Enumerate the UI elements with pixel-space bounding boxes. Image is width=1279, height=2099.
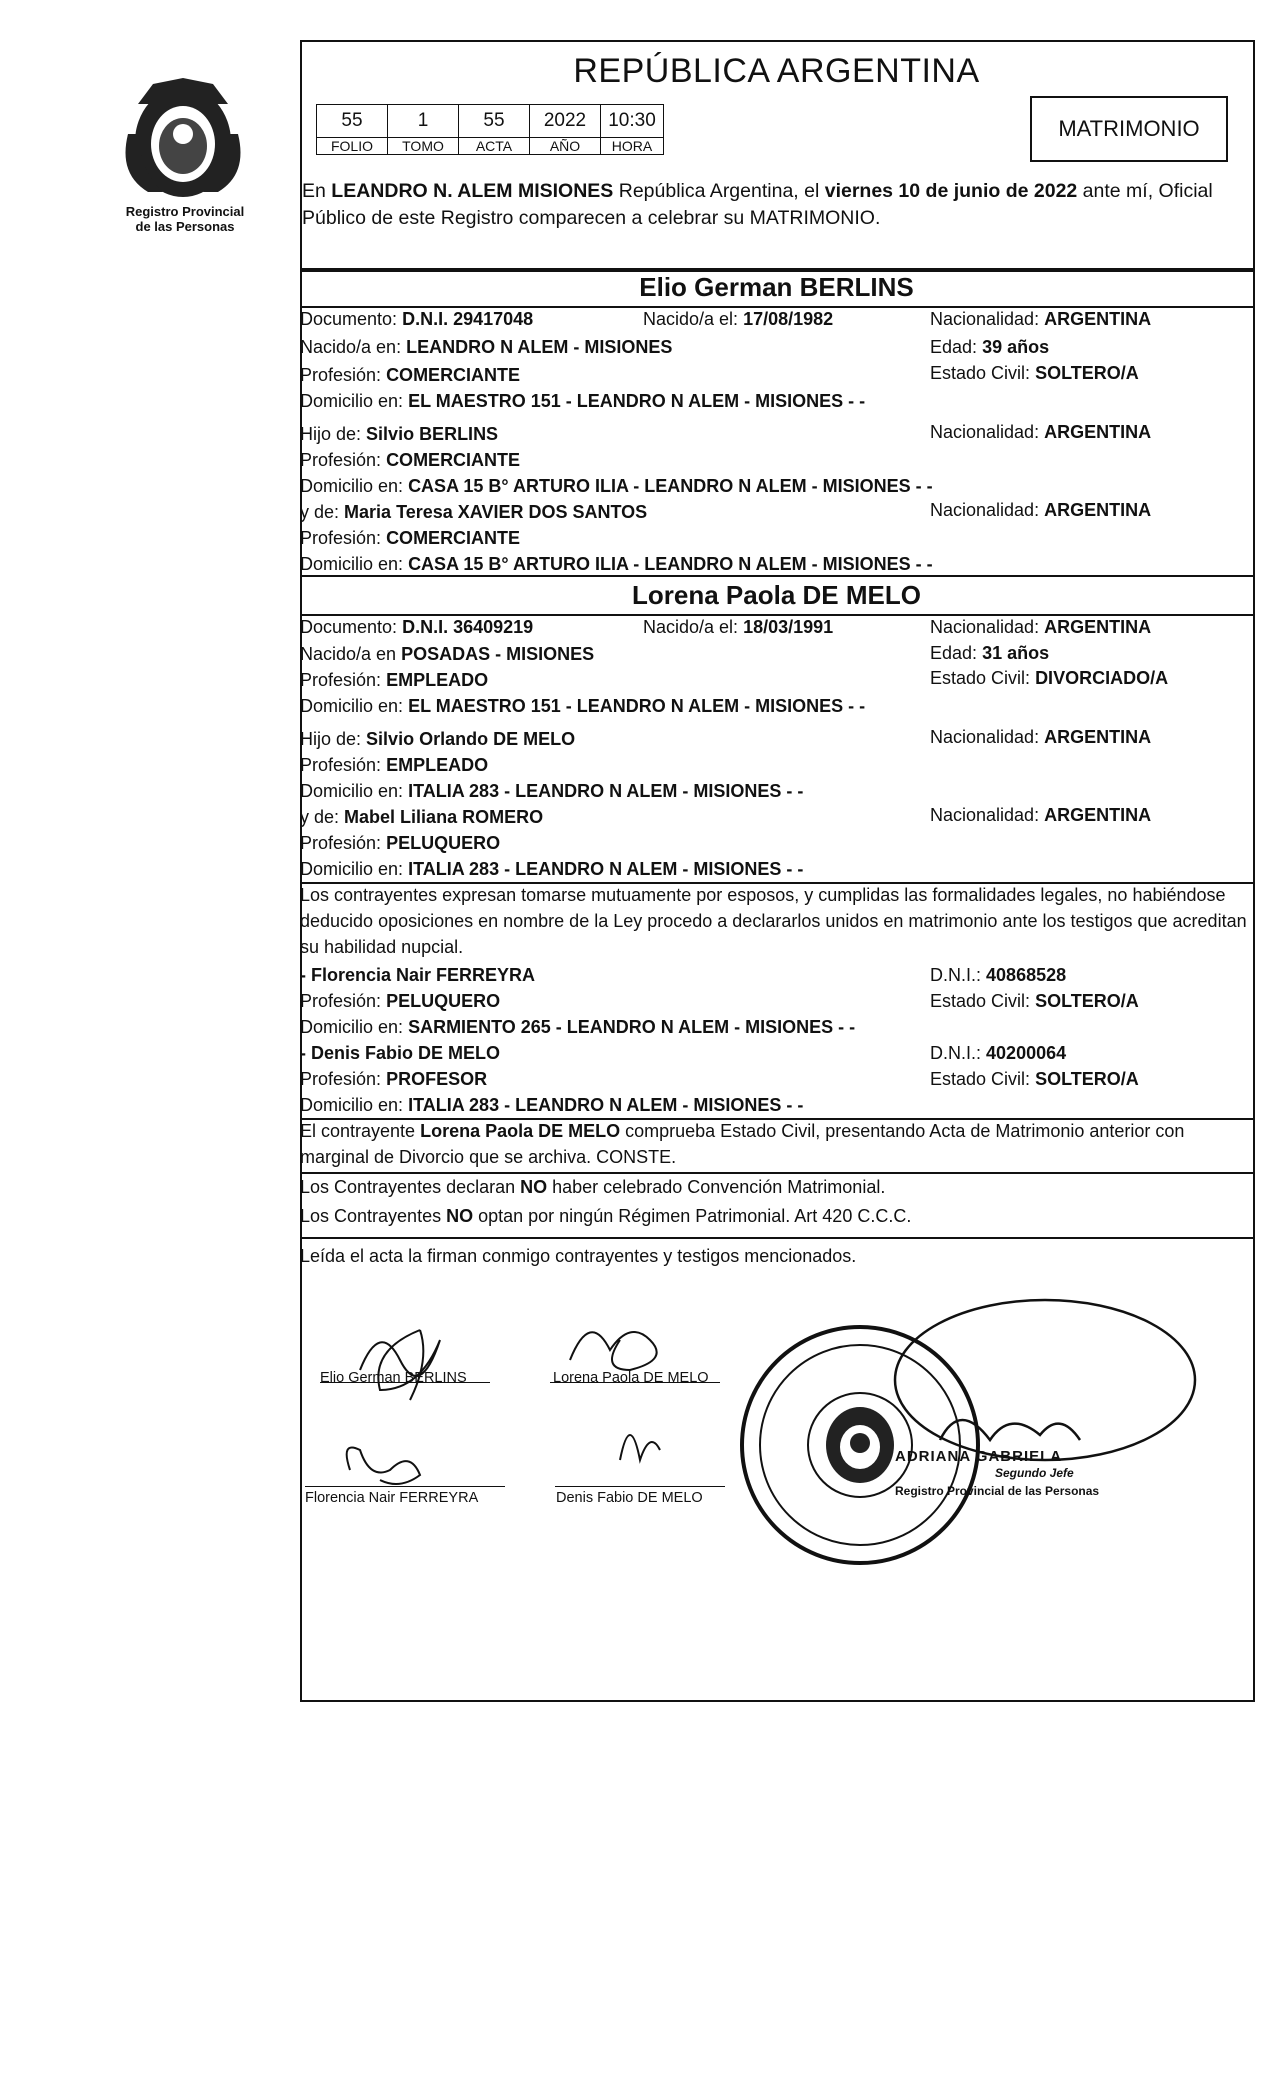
acta-value: 55 xyxy=(459,105,530,138)
party2-birth-place: Nacido/a en POSADAS - MISIONES xyxy=(300,644,595,664)
intro-place: LEANDRO N. ALEM MISIONES xyxy=(331,180,614,202)
party2-mother-profession: Profesión: PELUQUERO xyxy=(300,833,501,853)
party1-mother-nationality: Nacionalidad: ARGENTINA xyxy=(930,500,1152,520)
party1-mother-address: Domicilio en: CASA 15 B° ARTURO ILIA - LEANDRO N ALEM - MISIONES - - xyxy=(300,554,933,574)
country-title: REPÚBLICA ARGENTINA xyxy=(573,52,980,90)
patrimonial-regime-line: Los Contrayentes NO optan por ningún Régimen Patrimonial. Art 420 C.C.C. xyxy=(300,1206,912,1226)
divider xyxy=(300,575,1253,577)
witness1-address: Domicilio en: SARMIENTO 265 - LEANDRO N ALEM - MISIONES - - xyxy=(300,1017,856,1037)
party2-father: Hijo de: Silvio Orlando DE MELO xyxy=(300,729,576,749)
party2-profession: Profesión: EMPLEADO xyxy=(300,670,489,690)
party2-birth-date: Nacido/a el: 18/03/1991 xyxy=(643,617,834,637)
record-reference-table xyxy=(316,104,664,155)
tomo-value: 1 xyxy=(388,105,459,138)
party1-name: Elio German BERLINS xyxy=(639,272,914,302)
official-organization: Registro Provincial de las Personas xyxy=(895,1484,1100,1498)
registry-name: Registro Provincial de las Personas xyxy=(125,204,245,234)
declaration-paragraph: Los contrayentes expresan tomarse mutuamente por esposos, y cumplidas las formalidades legales, no habiéndose deducido oposiciones en nombre de la Ley procedo a declararlos unidos en matrimonio ante los testigos que acreditan su habilidad nupcial. xyxy=(300,885,1247,957)
party2-father-address: Domicilio en: ITALIA 283 - LEANDRO N ALEM - MISIONES - - xyxy=(300,781,804,801)
act-type-box: MATRIMONIO xyxy=(1030,96,1228,162)
party1-nationality: Nacionalidad: ARGENTINA xyxy=(930,309,1152,329)
party1-father-address: Domicilio en: CASA 15 B° ARTURO ILIA - LEANDRO N ALEM - MISIONES - - xyxy=(300,476,933,496)
ref-values-row xyxy=(317,105,664,138)
signature-label-groom: Elio German BERLINS xyxy=(320,1370,467,1386)
witness2-profession: Profesión: PROFESOR xyxy=(300,1069,488,1089)
party1-mother-profession: Profesión: COMERCIANTE xyxy=(300,528,521,548)
party1-profession: Profesión: COMERCIANTE xyxy=(300,365,521,385)
party1-birth-date: Nacido/a el: 17/08/1982 xyxy=(643,309,834,329)
hour-value: 10:30 xyxy=(601,105,664,138)
folio-value: 55 xyxy=(317,105,388,138)
signature-label-witness2: Denis Fabio DE MELO xyxy=(556,1490,703,1506)
folio-label: FOLIO xyxy=(317,138,388,155)
witness2-address: Domicilio en: ITALIA 283 - LEANDRO N ALEM - MISIONES - - xyxy=(300,1095,804,1115)
year-value: 2022 xyxy=(530,105,601,138)
party1-mother: y de: Maria Teresa XAVIER DOS SANTOS xyxy=(300,502,648,522)
signature-line xyxy=(555,1486,725,1487)
year-label: AÑO xyxy=(530,138,601,155)
party2-civil-status: Estado Civil: DIVORCIADO/A xyxy=(930,668,1169,688)
party1-age: Edad: 39 años xyxy=(930,337,1050,357)
hour-label: HORA xyxy=(601,138,664,155)
intro-date: viernes 10 de junio de 2022 xyxy=(824,180,1078,202)
party1-father-profession: Profesión: COMERCIANTE xyxy=(300,450,521,470)
witness1-name: - Florencia Nair FERREYRA xyxy=(300,965,536,985)
signature-label-witness1: Florencia Nair FERREYRA xyxy=(305,1490,479,1506)
civil-status-note: El contrayente Lorena Paola DE MELO comprueba Estado Civil, presentando Acta de Matrimonio anterior con marginal de Divorcio que se archiva. CONSTE. xyxy=(300,1121,1185,1167)
party2-age: Edad: 31 años xyxy=(930,643,1050,663)
party2-mother-nationality: Nacionalidad: ARGENTINA xyxy=(930,805,1152,825)
party1-birth-place: Nacido/a en: LEANDRO N ALEM - MISIONES xyxy=(300,337,673,357)
party1-father: Hijo de: Silvio BERLINS xyxy=(300,424,499,444)
party1-address: Domicilio en: EL MAESTRO 151 - LEANDRO N ALEM - MISIONES - - xyxy=(300,391,866,411)
party1-document: Documento: D.N.I. 29417048 xyxy=(300,309,534,329)
party2-mother: y de: Mabel Liliana ROMERO xyxy=(300,807,544,827)
closing-line: Leída el acta la firman conmigo contrayentes y testigos mencionados. xyxy=(300,1246,857,1266)
party1-father-nationality: Nacionalidad: ARGENTINA xyxy=(930,422,1152,442)
divider xyxy=(300,1237,1253,1239)
provincial-coat-of-arms-logo xyxy=(108,74,258,204)
party2-nationality: Nacionalidad: ARGENTINA xyxy=(930,617,1152,637)
party2-document: Documento: D.N.I. 36409219 xyxy=(300,617,534,637)
witness2-dni: D.N.I.: 40200064 xyxy=(930,1043,1067,1063)
official-role: Segundo Jefe xyxy=(995,1466,1074,1480)
party2-address: Domicilio en: EL MAESTRO 151 - LEANDRO N ALEM - MISIONES - - xyxy=(300,696,866,716)
party1-civil-status: Estado Civil: SOLTERO/A xyxy=(930,363,1139,383)
intro-paragraph: En LEANDRO N. ALEM MISIONES República Argentina, el viernes 10 de junio de 2022 ante mí, Oficial Público de este Registro comparecen a celebrar su MATRIMONIO. xyxy=(302,180,1213,229)
acta-label: ACTA xyxy=(459,138,530,155)
witness1-profession: Profesión: PELUQUERO xyxy=(300,991,501,1011)
witness1-dni: D.N.I.: 40868528 xyxy=(930,965,1067,985)
party2-mother-address: Domicilio en: ITALIA 283 - LEANDRO N ALEM - MISIONES - - xyxy=(300,859,804,879)
witness1-civil-status: Estado Civil: SOLTERO/A xyxy=(930,991,1139,1011)
party2-father-profession: Profesión: EMPLEADO xyxy=(300,755,489,775)
ref-labels-row xyxy=(317,138,664,155)
convention-line: Los Contrayentes declaran NO haber celebrado Convención Matrimonial. xyxy=(300,1177,886,1197)
tomo-label: TOMO xyxy=(388,138,459,155)
signature-label-bride: Lorena Paola DE MELO xyxy=(553,1370,709,1386)
party2-name: Lorena Paola DE MELO xyxy=(632,580,921,610)
witness2-name: - Denis Fabio DE MELO xyxy=(300,1043,501,1063)
official-name: ADRIANA GABRIELA xyxy=(895,1448,1063,1465)
signature-line xyxy=(305,1486,505,1487)
witness2-civil-status: Estado Civil: SOLTERO/A xyxy=(930,1069,1139,1089)
party2-father-nationality: Nacionalidad: ARGENTINA xyxy=(930,727,1152,747)
